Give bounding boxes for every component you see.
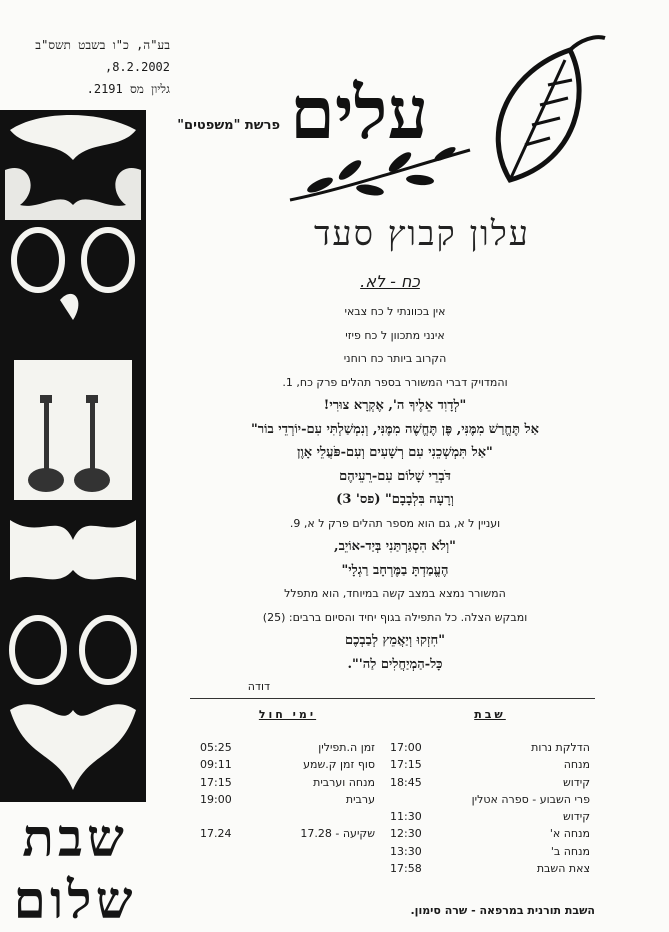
schedule-row xyxy=(200,756,375,773)
article-line: וְרָעָה בִּלְבָבָם" (פס' 3) xyxy=(336,492,454,507)
schedule-time: 11:30 xyxy=(390,810,422,824)
article-line: "חִזְקוּ וְיַאֲמֵץ לְבַבְכֶם xyxy=(344,633,446,648)
article-line: "וְלֹא הִסְגַּרְתַּנִי בְּיַד-אוֹיֵב, xyxy=(334,539,456,554)
schedule-label: קידוש xyxy=(562,775,590,789)
article-line: הקרוב ביותר כח רוחני xyxy=(343,352,447,365)
article-body xyxy=(200,300,590,676)
logo-subtitle: עלון קבוץ סעד xyxy=(313,214,531,254)
article-line: אַל תֶּחֱרַשׁ מִמֶּנִּי, פֶּן תֶּחֱשֶׁה מִמֶּנִּי, וְנִמְשַׁלְתִּי עִם-יוֹרְדֵי בוֹר" xyxy=(251,421,539,437)
schedule-row xyxy=(390,808,590,825)
schedule-time: 09:11 xyxy=(200,758,232,772)
schedule-time: 17:00 xyxy=(390,741,422,754)
schedule-row xyxy=(390,739,590,756)
article-line: ועניין ל א, גם הוא מספר תהלים פרק ל א, 9. xyxy=(289,516,501,530)
weekday-heading: ימי חול xyxy=(258,708,317,721)
schedule-label: מנחה ב' xyxy=(550,844,590,858)
schedule-row xyxy=(390,843,590,860)
schedule-row xyxy=(200,791,375,808)
schedule-label: ערבית xyxy=(345,792,375,806)
article-line: אינני מתכוון ל כח פיזי xyxy=(345,328,445,342)
logo-title: עלים xyxy=(290,70,429,155)
schedule-label: הדלקת נרות xyxy=(531,741,590,754)
ornament-illustration xyxy=(0,110,146,802)
article-line: הֶעֱמַדְתָּ בַמֶּרְחָב רַגְלָי" xyxy=(341,562,449,578)
schedule-label: זמן ה.תפילין xyxy=(318,741,375,754)
leaf-icon xyxy=(470,30,610,210)
schedule-time: 12:30 xyxy=(390,827,422,841)
article-line: והמדויק דברי המשורר בספר תהלים פרק כח, 1. xyxy=(282,375,508,389)
article-line: "לְדָוִד אֵלֶיךָ ה', אֶקְרָא צוּרִי! xyxy=(323,398,467,413)
footer-note: השבת תורנית במרפאה - שרה סימון. xyxy=(410,904,595,917)
schedule-label: קידוש xyxy=(562,810,590,824)
article-line: כָּל-הַמְיַחֲלִים לַה'". xyxy=(347,656,443,672)
schedule-row xyxy=(200,774,375,791)
logo xyxy=(280,30,610,210)
schedule-row xyxy=(390,774,590,791)
schedule-row xyxy=(390,825,590,842)
schedule-time: 17.24 xyxy=(200,827,232,841)
weekday-schedule xyxy=(200,708,375,843)
schedule-row xyxy=(390,791,590,808)
divider xyxy=(190,698,595,699)
schedule-time: 17:58 xyxy=(390,862,422,876)
schedule-label: סוף זמן ק.שמע xyxy=(303,758,375,772)
schedule-time: 17:15 xyxy=(390,758,422,772)
schedule-time: 19:00 xyxy=(200,792,232,806)
schedule-time: 18:45 xyxy=(390,775,422,789)
article-title: כח - לא. xyxy=(360,272,420,291)
article-line: המשורר נמצא במצב קשה במיוחד, הוא מתפלל xyxy=(284,587,506,600)
schedule-row xyxy=(390,860,590,877)
schedule-label: מנחה וערבית xyxy=(313,775,375,789)
schedule-row xyxy=(200,825,375,842)
schedule-row xyxy=(200,739,375,756)
schedule-time: 13:30 xyxy=(390,844,422,858)
schedule-label: מנחה xyxy=(563,758,590,772)
article-line: ומבקש הצלה. כל התפילה בגוף יחיד והסיום ברבים: (25) xyxy=(262,610,528,624)
schedule-time: 17:15 xyxy=(200,775,232,789)
parsha-title: פרשת "משפטים" xyxy=(177,118,280,133)
banner-shabbat: שבת xyxy=(22,808,128,869)
article-line: אין בכוונתי ל כח צבאי xyxy=(344,305,446,318)
date-hebrew: בע"ה, כ"ו בשבט תשס"ב xyxy=(35,38,170,52)
schedule-label: מנחה א' xyxy=(549,827,590,841)
banner-shalom: שלום xyxy=(13,870,137,931)
article-line: "אַל תִּמְשְׁכֵנִי עִם רְשָׁעִים וְעִם-פֹּעֲלֵי אָוֶן xyxy=(297,445,493,460)
schedule-label: שקיעה - 17.28 xyxy=(300,827,375,841)
branch-icon xyxy=(280,140,480,210)
issue-number: גליון מס 2191. xyxy=(86,82,170,96)
shabbat-heading: שבת xyxy=(474,708,506,721)
schedule-time: 05:25 xyxy=(200,741,232,754)
article-author: דודה xyxy=(247,680,270,693)
schedule-label: צאת השבת xyxy=(536,862,590,876)
article-line: דֹּבְרֵי שָׁלוֹם עִם-רֵעֵיהֶם xyxy=(339,468,451,484)
schedule-label: פרי השבוע - ספרה אטלין xyxy=(471,792,590,806)
schedule-row xyxy=(200,808,375,825)
decorative-pattern-panel xyxy=(0,110,146,802)
shabbat-schedule xyxy=(390,708,590,877)
schedule-row xyxy=(390,756,590,773)
date-civil: ,8.2.2002 xyxy=(104,60,170,74)
